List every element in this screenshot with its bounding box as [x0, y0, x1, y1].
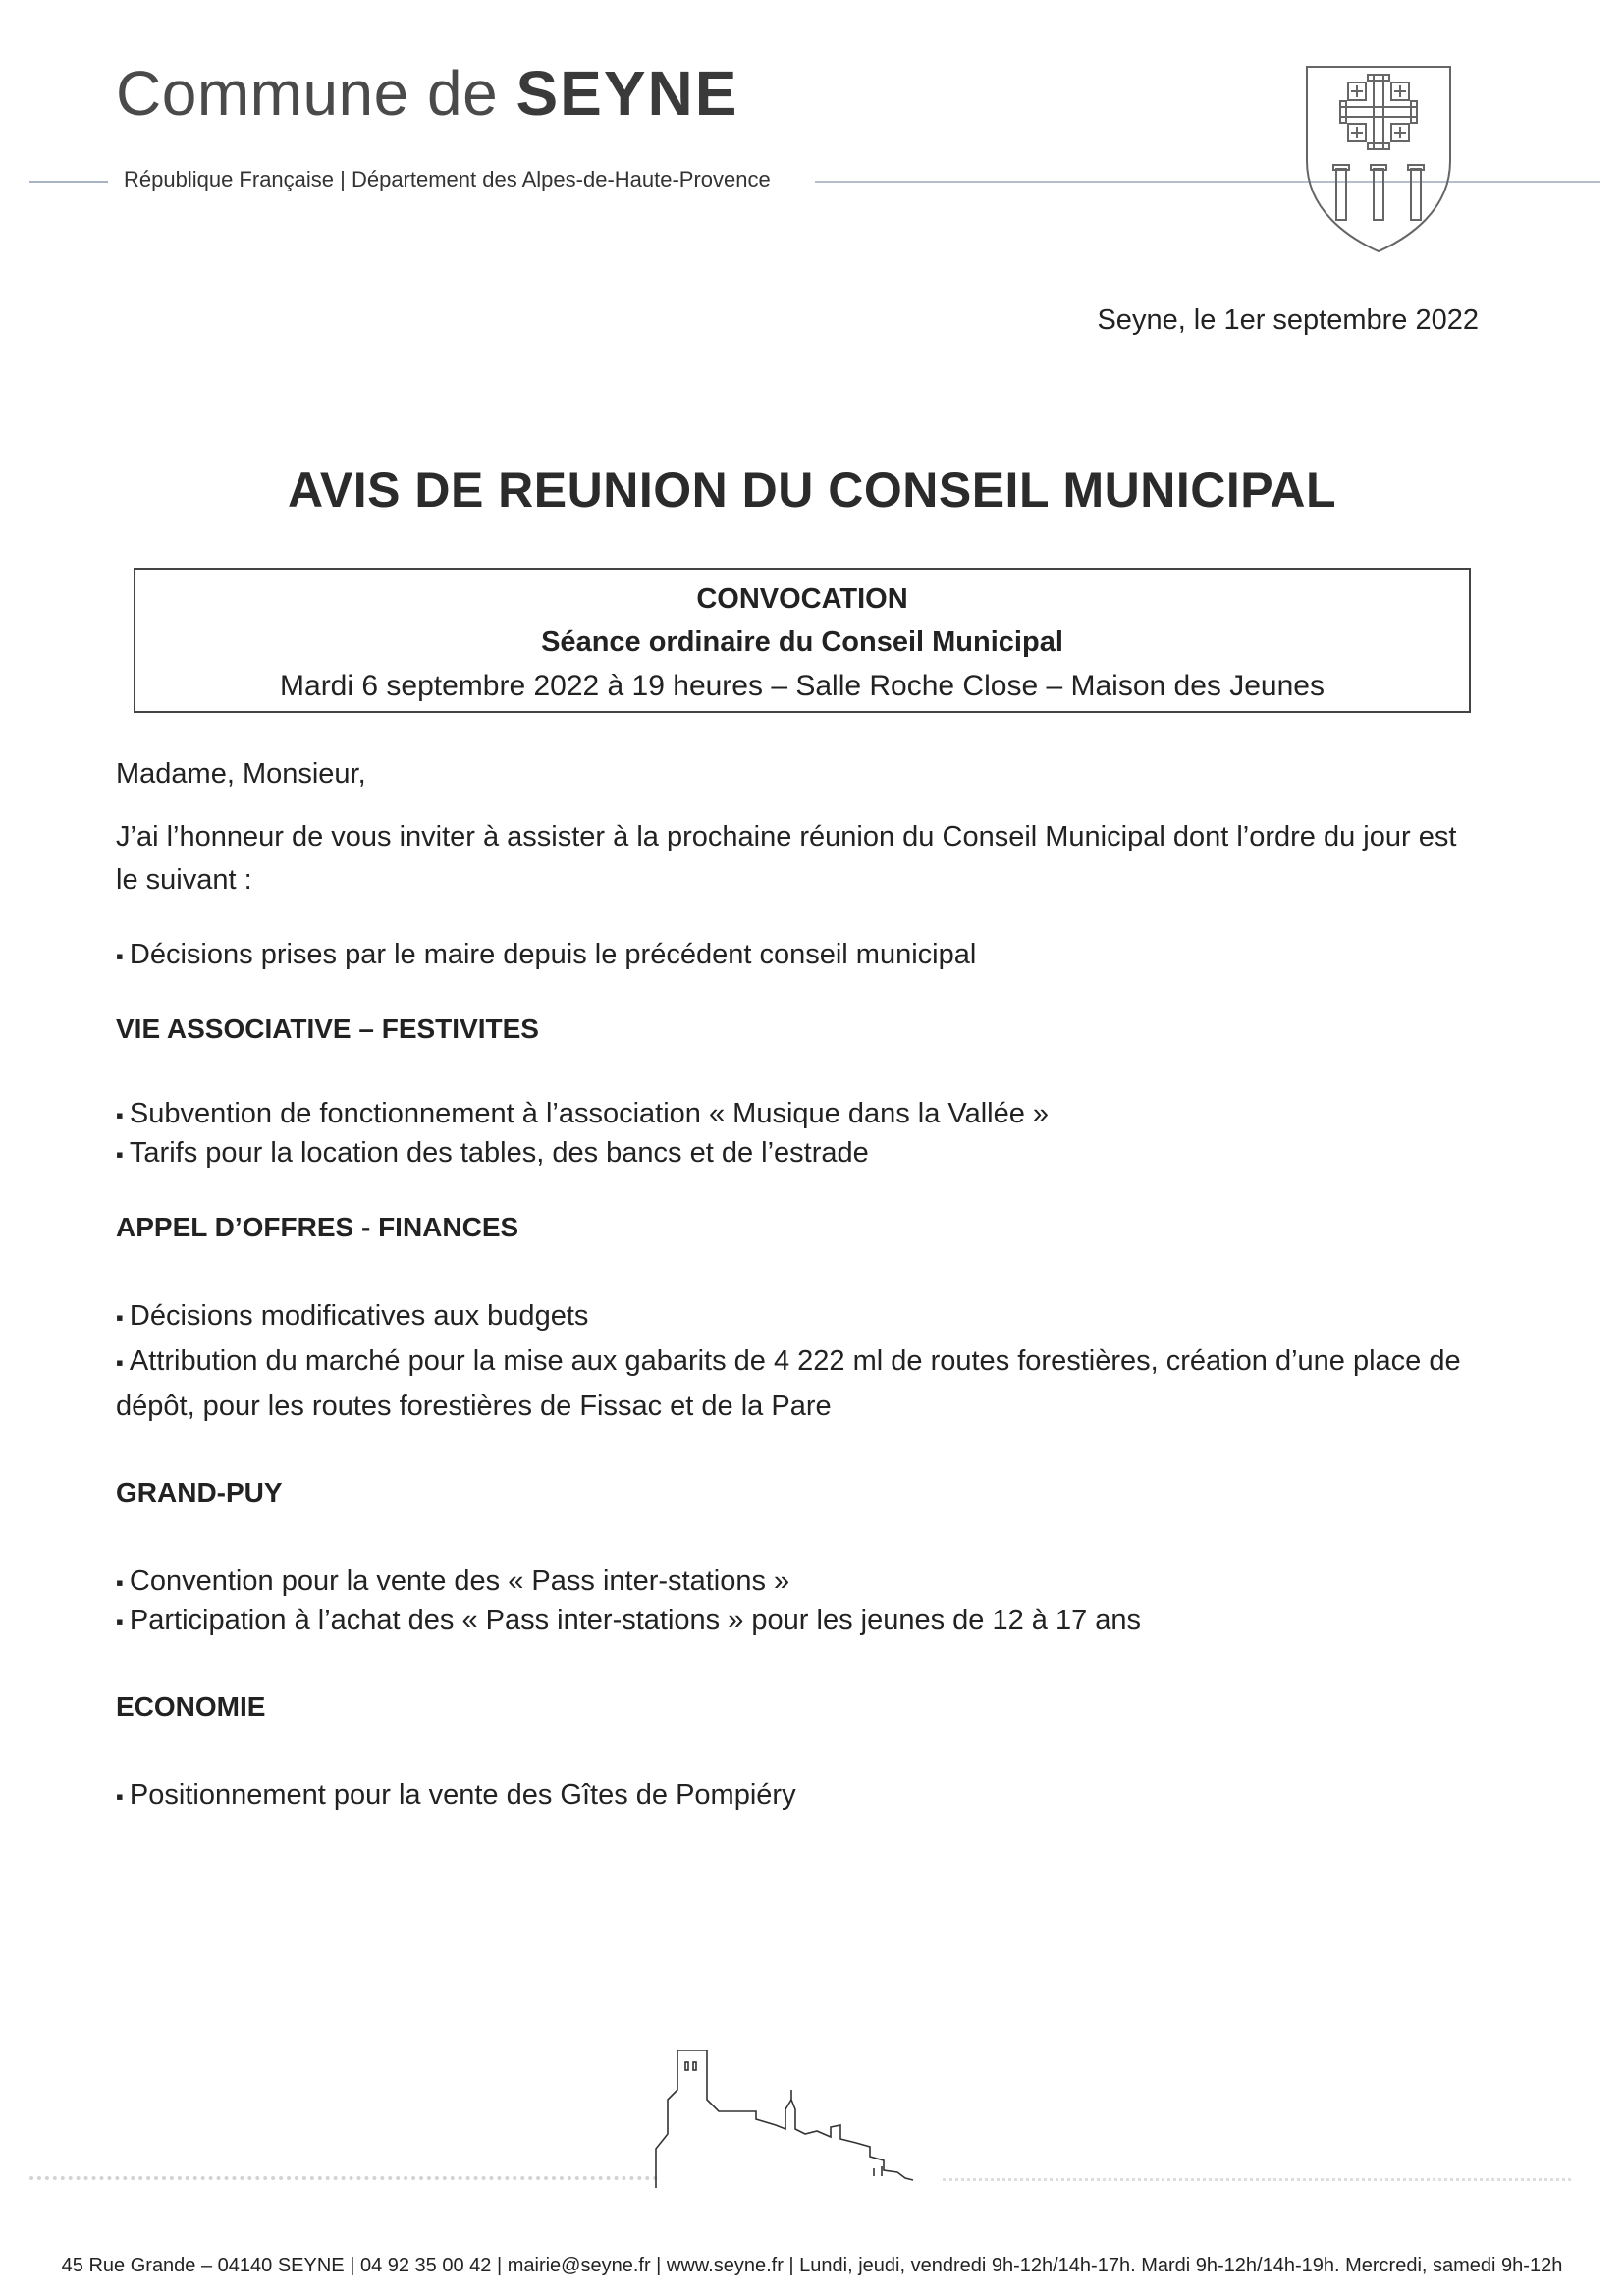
footer-rule-left: [29, 2176, 658, 2180]
section-title-economie: ECONOMIE: [116, 1691, 266, 1722]
agenda-item: ▪ Participation à l’achat des « Pass inter-stations » pour les jeunes de 12 à 17 ans: [116, 1599, 1481, 1644]
header-subtitle: République Française | Département des Alpes-de-Haute-Provence: [124, 167, 771, 191]
agenda-item: ▪ Positionnement pour la vente des Gîtes de Pompiéry: [116, 1774, 1481, 1819]
header-rule-right: [815, 181, 1600, 183]
commune-name: SEYNE: [515, 58, 739, 129]
convocation-label: CONVOCATION: [696, 583, 908, 615]
salutation: Madame, Monsieur,: [116, 758, 366, 790]
date-line: Seyne, le 1er septembre 2022: [1097, 304, 1479, 336]
page-title: AVIS DE REUNION DU CONSEIL MUNICIPAL: [287, 463, 1337, 518]
section-title-vie-associative: VIE ASSOCIATIVE – FESTIVITES: [116, 1013, 539, 1044]
session-type: Séance ordinaire du Conseil Municipal: [541, 627, 1063, 658]
footer-contact: 45 Rue Grande – 04140 SEYNE | 04 92 35 00 42 | mairie@seyne.fr | www.seyne.fr | Lundi, jeudi, vendredi 9h-12h/14h-17h. Mardi 9h-12h/14h-19h. Mercredi, samedi 9h-12h: [61, 2255, 1563, 2276]
agenda-item: ▪ Décisions modificatives aux budgets: [116, 1294, 1481, 1339]
commune-title: [116, 57, 738, 130]
section-title-grand-puy: GRAND-PUY: [116, 1477, 283, 1507]
intro-paragraph: J’ai l’honneur de vous inviter à assister à la prochaine réunion du Conseil Municipal dont l’ordre du jour est le suivant :: [116, 821, 1457, 896]
footer-rule-right: [943, 2178, 1571, 2181]
agenda-item: ▪ Subvention de fonctionnement à l’association « Musique dans la Vallée »: [116, 1092, 1481, 1137]
agenda-item: ▪ Décisions prises par le maire depuis le précédent conseil municipal: [116, 933, 1481, 978]
coat-of-arms-icon: [1301, 63, 1456, 255]
section-title-appel-offres: APPEL D’OFFRES - FINANCES: [116, 1212, 519, 1242]
header-rule-left: [29, 181, 108, 183]
commune-prefix: Commune de: [116, 58, 499, 129]
agenda-item: ▪ Tarifs pour la location des tables, des bancs et de l’estrade: [116, 1131, 1481, 1176]
session-details: Mardi 6 septembre 2022 à 19 heures – Salle Roche Close – Maison des Jeunes: [280, 670, 1325, 702]
agenda-item: ▪ Convention pour la vente des « Pass inter-stations »: [116, 1559, 1481, 1605]
agenda-item: ▪ Attribution du marché pour la mise aux gabarits de 4 222 ml de routes forestières, création d’une place de dépôt, pour les routes forestières de Fissac et de la Pare: [116, 1339, 1481, 1428]
convocation-box: [134, 568, 1471, 713]
castle-silhouette-icon: [648, 2041, 943, 2190]
